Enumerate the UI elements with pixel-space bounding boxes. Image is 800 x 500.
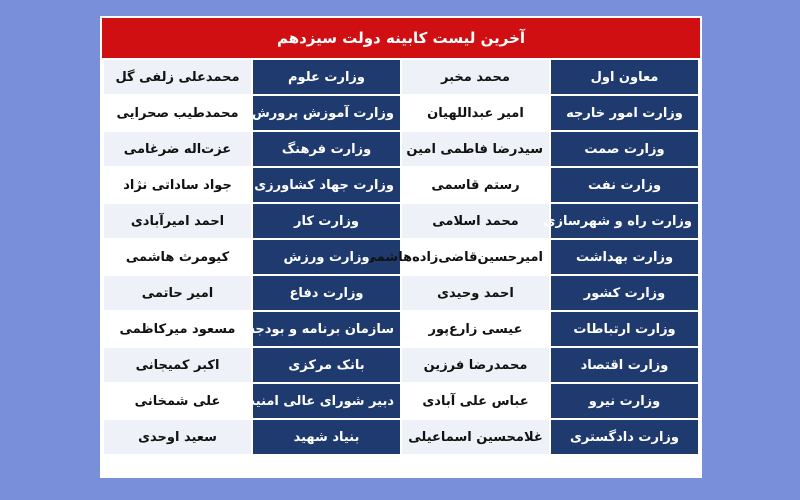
person-cell: سیدرضا فاطمی امین [402,132,549,166]
cabinet-table [102,58,700,456]
ministry-cell: وزارت آموزش پرورش [253,96,400,130]
person-cell: عزت‌اله ضرغامی [104,132,251,166]
ministry-cell: وزارت نیرو [551,384,698,418]
ministry-cell: وزارت ارتباطات [551,312,698,346]
person-cell: عیسی زارع‌پور [402,312,549,346]
ministry-cell: وزارت اقتصاد [551,348,698,382]
person-cell: سعید اوحدی [104,420,251,454]
person-cell: محمد مخبر [402,60,549,94]
person-cell: عباس علی آبادی [402,384,549,418]
ministry-cell: وزارت کشور [551,276,698,310]
ministry-cell: وزارت کار [253,204,400,238]
ministry-cell: وزارت نفت [551,168,698,202]
ministry-cell: بنیاد شهید [253,420,400,454]
ministry-cell: وزارت علوم [253,60,400,94]
person-cell: جواد ساداتی نژاد [104,168,251,202]
table-row [104,384,698,418]
ministry-cell: وزارت راه و شهرسازی [551,204,698,238]
table-row [104,420,698,454]
person-cell: امیرحسین‌قاضی‌زاده‌هاشمی [402,240,549,274]
table-row [104,96,698,130]
person-cell: احمد امیرآبادی [104,204,251,238]
cabinet-table-card [100,16,702,478]
person-cell: محمد اسلامی [402,204,549,238]
person-cell: محمدعلی زلفی گل [104,60,251,94]
table-row [104,60,698,94]
person-cell: احمد وحیدی [402,276,549,310]
table-row [104,312,698,346]
table-row [104,132,698,166]
person-cell: علی شمخانی [104,384,251,418]
ministry-cell: سازمان برنامه و بودجه [253,312,400,346]
table-row [104,348,698,382]
ministry-cell: وزارت دفاع [253,276,400,310]
ministry-cell: وزارت امور خارجه [551,96,698,130]
ministry-cell: وزارت فرهنگ [253,132,400,166]
table-row [104,240,698,274]
person-cell: کیومرث هاشمی [104,240,251,274]
person-cell: اکبر کمیجانی [104,348,251,382]
table-title: آخرین لیست کابینه دولت سیزدهم [102,18,700,58]
ministry-cell: وزارت ورزش [253,240,400,274]
person-cell: رستم قاسمی [402,168,549,202]
ministry-cell: وزارت جهاد کشاورزی [253,168,400,202]
ministry-cell: بانک مرکزی [253,348,400,382]
person-cell: محمدطیب صحرایی [104,96,251,130]
ministry-cell: وزارت دادگستری [551,420,698,454]
person-cell: مسعود میرکاظمی [104,312,251,346]
ministry-cell: وزارت صمت [551,132,698,166]
person-cell: غلامحسین اسماعیلی [402,420,549,454]
ministry-cell: وزارت بهداشت [551,240,698,274]
person-cell: امیر حاتمی [104,276,251,310]
table-row [104,168,698,202]
table-row [104,276,698,310]
person-cell: محمدرضا فرزین [402,348,549,382]
person-cell: امیر عبداللهیان [402,96,549,130]
table-row [104,204,698,238]
ministry-cell: دبیر شورای عالی امنیت ملی [253,384,400,418]
table-body [104,60,698,454]
ministry-cell: معاون اول [551,60,698,94]
